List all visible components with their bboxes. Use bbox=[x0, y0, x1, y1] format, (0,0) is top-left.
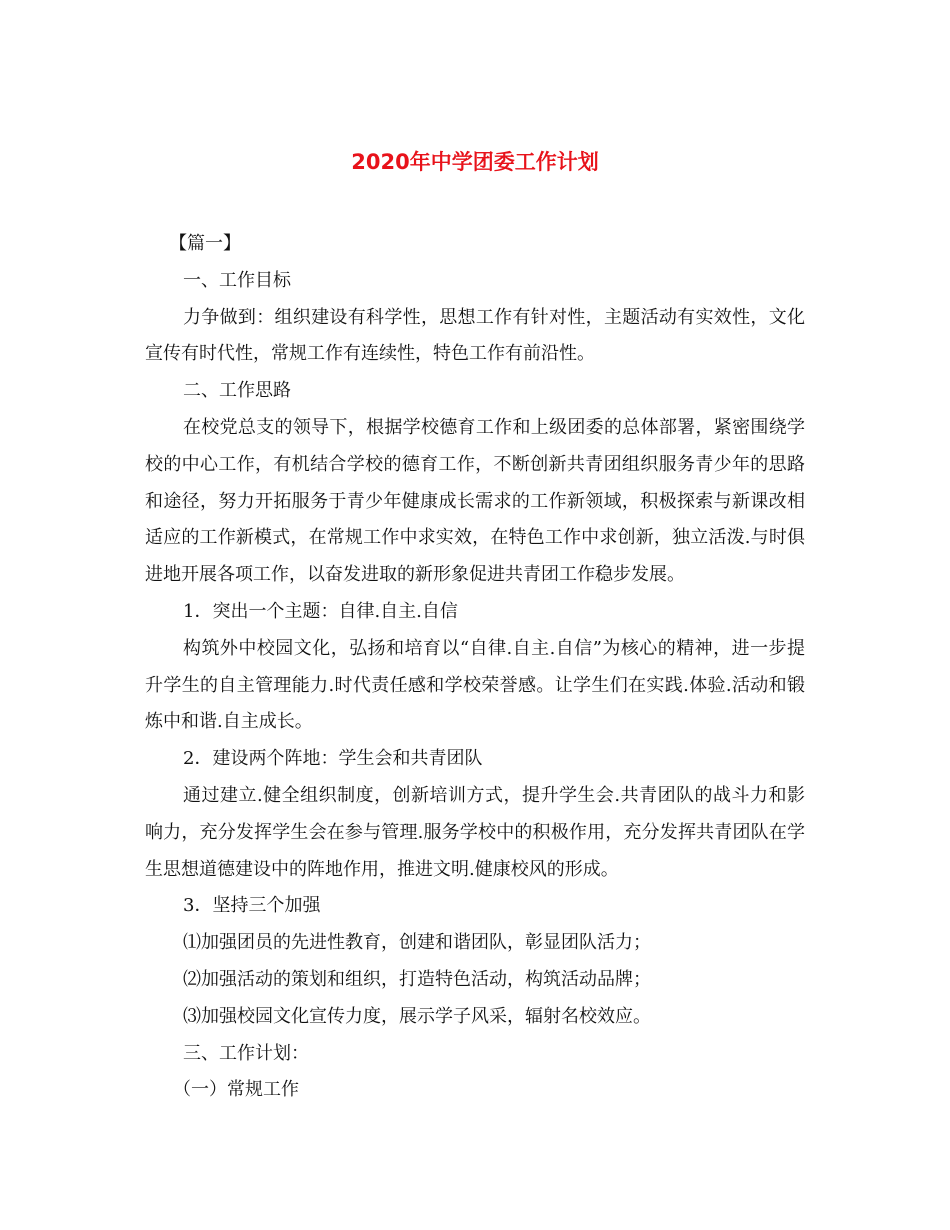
section-heading-part-one: 【篇一】 bbox=[169, 233, 241, 254]
document-body bbox=[145, 226, 805, 1109]
heading-work-approach: 二、工作思路 bbox=[183, 380, 291, 402]
heading-theme: 1．突出一个主题：自律.自主.自信 bbox=[183, 600, 458, 622]
list-item-strengthen-2: ⑵加强活动的策划和组织，打造特色活动，构筑活动品牌； bbox=[183, 968, 651, 990]
heading-routine-work: （一）常规工作 bbox=[173, 1079, 299, 1101]
paragraph-goals: 力争做到：组织建设有科学性，思想工作有针对性，主题活动有实效性，文化宣传有时代性，常规工作有连续性，特色工作有前沿性。 bbox=[145, 306, 805, 365]
list-item-strengthen-1: ⑴加强团员的先进性教育，创建和谐团队，彰显团队活力； bbox=[183, 932, 651, 954]
paragraph-approach: 在校党总支的领导下，根据学校德育工作和上级团委的总体部署，紧密围绕学校的中心工作，有机结合学校的德育工作，不断创新共青团组织服务青少年的思路和途径，努力开拓服务于青少年健康成长需求的工作新领域，积极探索与新课改相适应的工作新模式，在常规工作中求实效，在特色工作中求创新，独立活泼.与时俱进地开展各项工作，以奋发进取的新形象促进共青团工作稳步发展。 bbox=[145, 416, 805, 586]
paragraph-positions: 通过建立.健全组织制度，创新培训方式，提升学生会.共青团队的战斗力和影响力，充分发挥学生会在参与管理.服务学校中的积极作用，充分发挥共青团队在学生思想道德建设中的阵地作用，推进文明.健康校风的形成。 bbox=[145, 784, 805, 880]
list-item-strengthen-3: ⑶加强校园文化宣传力度，展示学子风采，辐射名校效应。 bbox=[183, 1005, 651, 1027]
document-title: 2020年中学团委工作计划 bbox=[351, 150, 599, 174]
heading-positions: 2．建设两个阵地：学生会和共青团队 bbox=[183, 748, 483, 770]
paragraph-theme: 构筑外中校园文化，弘扬和培育以“自律.自主.自信”为核心的精神，进一步提升学生的自主管理能力.时代责任感和学校荣誉感。让学生们在实践.体验.活动和锻炼中和谐.自主成长。 bbox=[145, 637, 805, 733]
heading-strengthen: 3．坚持三个加强 bbox=[183, 895, 321, 917]
heading-work-plan: 三、工作计划： bbox=[183, 1042, 309, 1064]
heading-work-goals: 一、工作目标 bbox=[183, 269, 291, 291]
